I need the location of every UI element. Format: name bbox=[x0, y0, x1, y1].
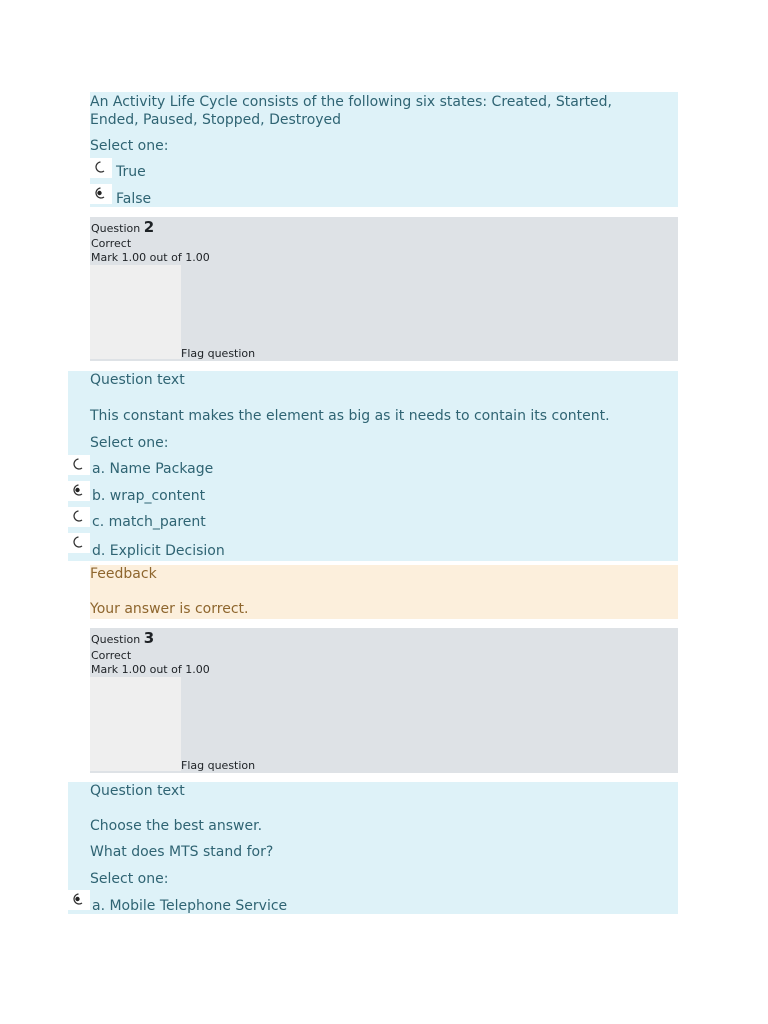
q3-question-label: Question bbox=[91, 633, 141, 646]
q2-question-number: 2 bbox=[143, 218, 155, 236]
q1-option-false-label[interactable]: False bbox=[116, 191, 152, 207]
q2-option-d-label[interactable]: d. Explicit Decision bbox=[92, 543, 225, 559]
q3-state: Correct bbox=[91, 649, 132, 662]
radio-checked-icon bbox=[68, 481, 90, 501]
q1-option-true-label[interactable]: True bbox=[116, 164, 146, 180]
q2-option-b-label[interactable]: b. wrap_content bbox=[92, 488, 206, 504]
q2-option-c-radio[interactable] bbox=[68, 507, 90, 527]
q2-option-a-label[interactable]: a. Name Package bbox=[92, 461, 214, 477]
q1-text-line1: An Activity Life Cycle consists of the following six states: Created, Started, bbox=[90, 94, 613, 110]
q2-option-a-radio[interactable] bbox=[68, 455, 90, 475]
q2-state: Correct bbox=[91, 237, 132, 250]
q3-question-number: 3 bbox=[143, 629, 155, 647]
q2-question-label: Question bbox=[91, 222, 141, 235]
q2-feedback-text: Your answer is correct. bbox=[90, 601, 249, 617]
q2-flag-question-link[interactable]: Flag question bbox=[181, 347, 256, 360]
q2-flag-toggle-area[interactable] bbox=[90, 265, 181, 359]
q2-info bbox=[90, 217, 678, 361]
q2-option-b-radio[interactable] bbox=[68, 481, 90, 501]
q3-number-heading bbox=[91, 629, 155, 647]
q3-option-a-radio[interactable] bbox=[68, 890, 90, 910]
q2-question-text: This constant makes the element as big as it needs to contain its content. bbox=[90, 408, 610, 424]
q3-grade: Mark 1.00 out of 1.00 bbox=[91, 663, 210, 676]
q3-info bbox=[90, 628, 678, 773]
q2-option-c-label[interactable]: c. match_parent bbox=[92, 514, 206, 530]
q3-question-text-line2: What does MTS stand for? bbox=[90, 844, 274, 860]
q3-select-prompt: Select one: bbox=[90, 871, 169, 887]
q2-number-heading bbox=[91, 218, 155, 236]
q2-option-d-radio[interactable] bbox=[68, 533, 90, 553]
q2-feedback bbox=[90, 565, 678, 619]
q3-formulation bbox=[68, 782, 678, 914]
q1-formulation bbox=[90, 92, 678, 207]
q2-select-prompt: Select one: bbox=[90, 435, 169, 451]
q1-select-prompt: Select one: bbox=[90, 138, 169, 154]
q1-option-false-radio[interactable] bbox=[90, 184, 112, 204]
q1-option-true-radio[interactable] bbox=[90, 158, 112, 178]
q3-question-text-line1: Choose the best answer. bbox=[90, 818, 263, 834]
q3-option-a-label[interactable]: a. Mobile Telephone Service bbox=[92, 898, 288, 914]
radio-unchecked-icon bbox=[68, 507, 90, 527]
q1-text-line2: Ended, Paused, Stopped, Destroyed bbox=[90, 112, 342, 128]
q2-formulation bbox=[68, 371, 678, 561]
q3-flag-toggle-area[interactable] bbox=[90, 677, 181, 771]
radio-checked-icon bbox=[68, 890, 90, 910]
q2-feedback-heading: Feedback bbox=[90, 566, 157, 582]
q3-flag-question-link[interactable]: Flag question bbox=[181, 759, 256, 772]
q3-question-text-heading: Question text bbox=[90, 783, 185, 799]
q2-question-text-heading: Question text bbox=[90, 372, 185, 388]
radio-unchecked-icon bbox=[68, 455, 90, 475]
radio-unchecked-icon bbox=[68, 533, 90, 553]
q2-grade: Mark 1.00 out of 1.00 bbox=[91, 251, 210, 264]
radio-checked-icon bbox=[90, 184, 112, 204]
radio-unchecked-icon bbox=[90, 158, 112, 178]
